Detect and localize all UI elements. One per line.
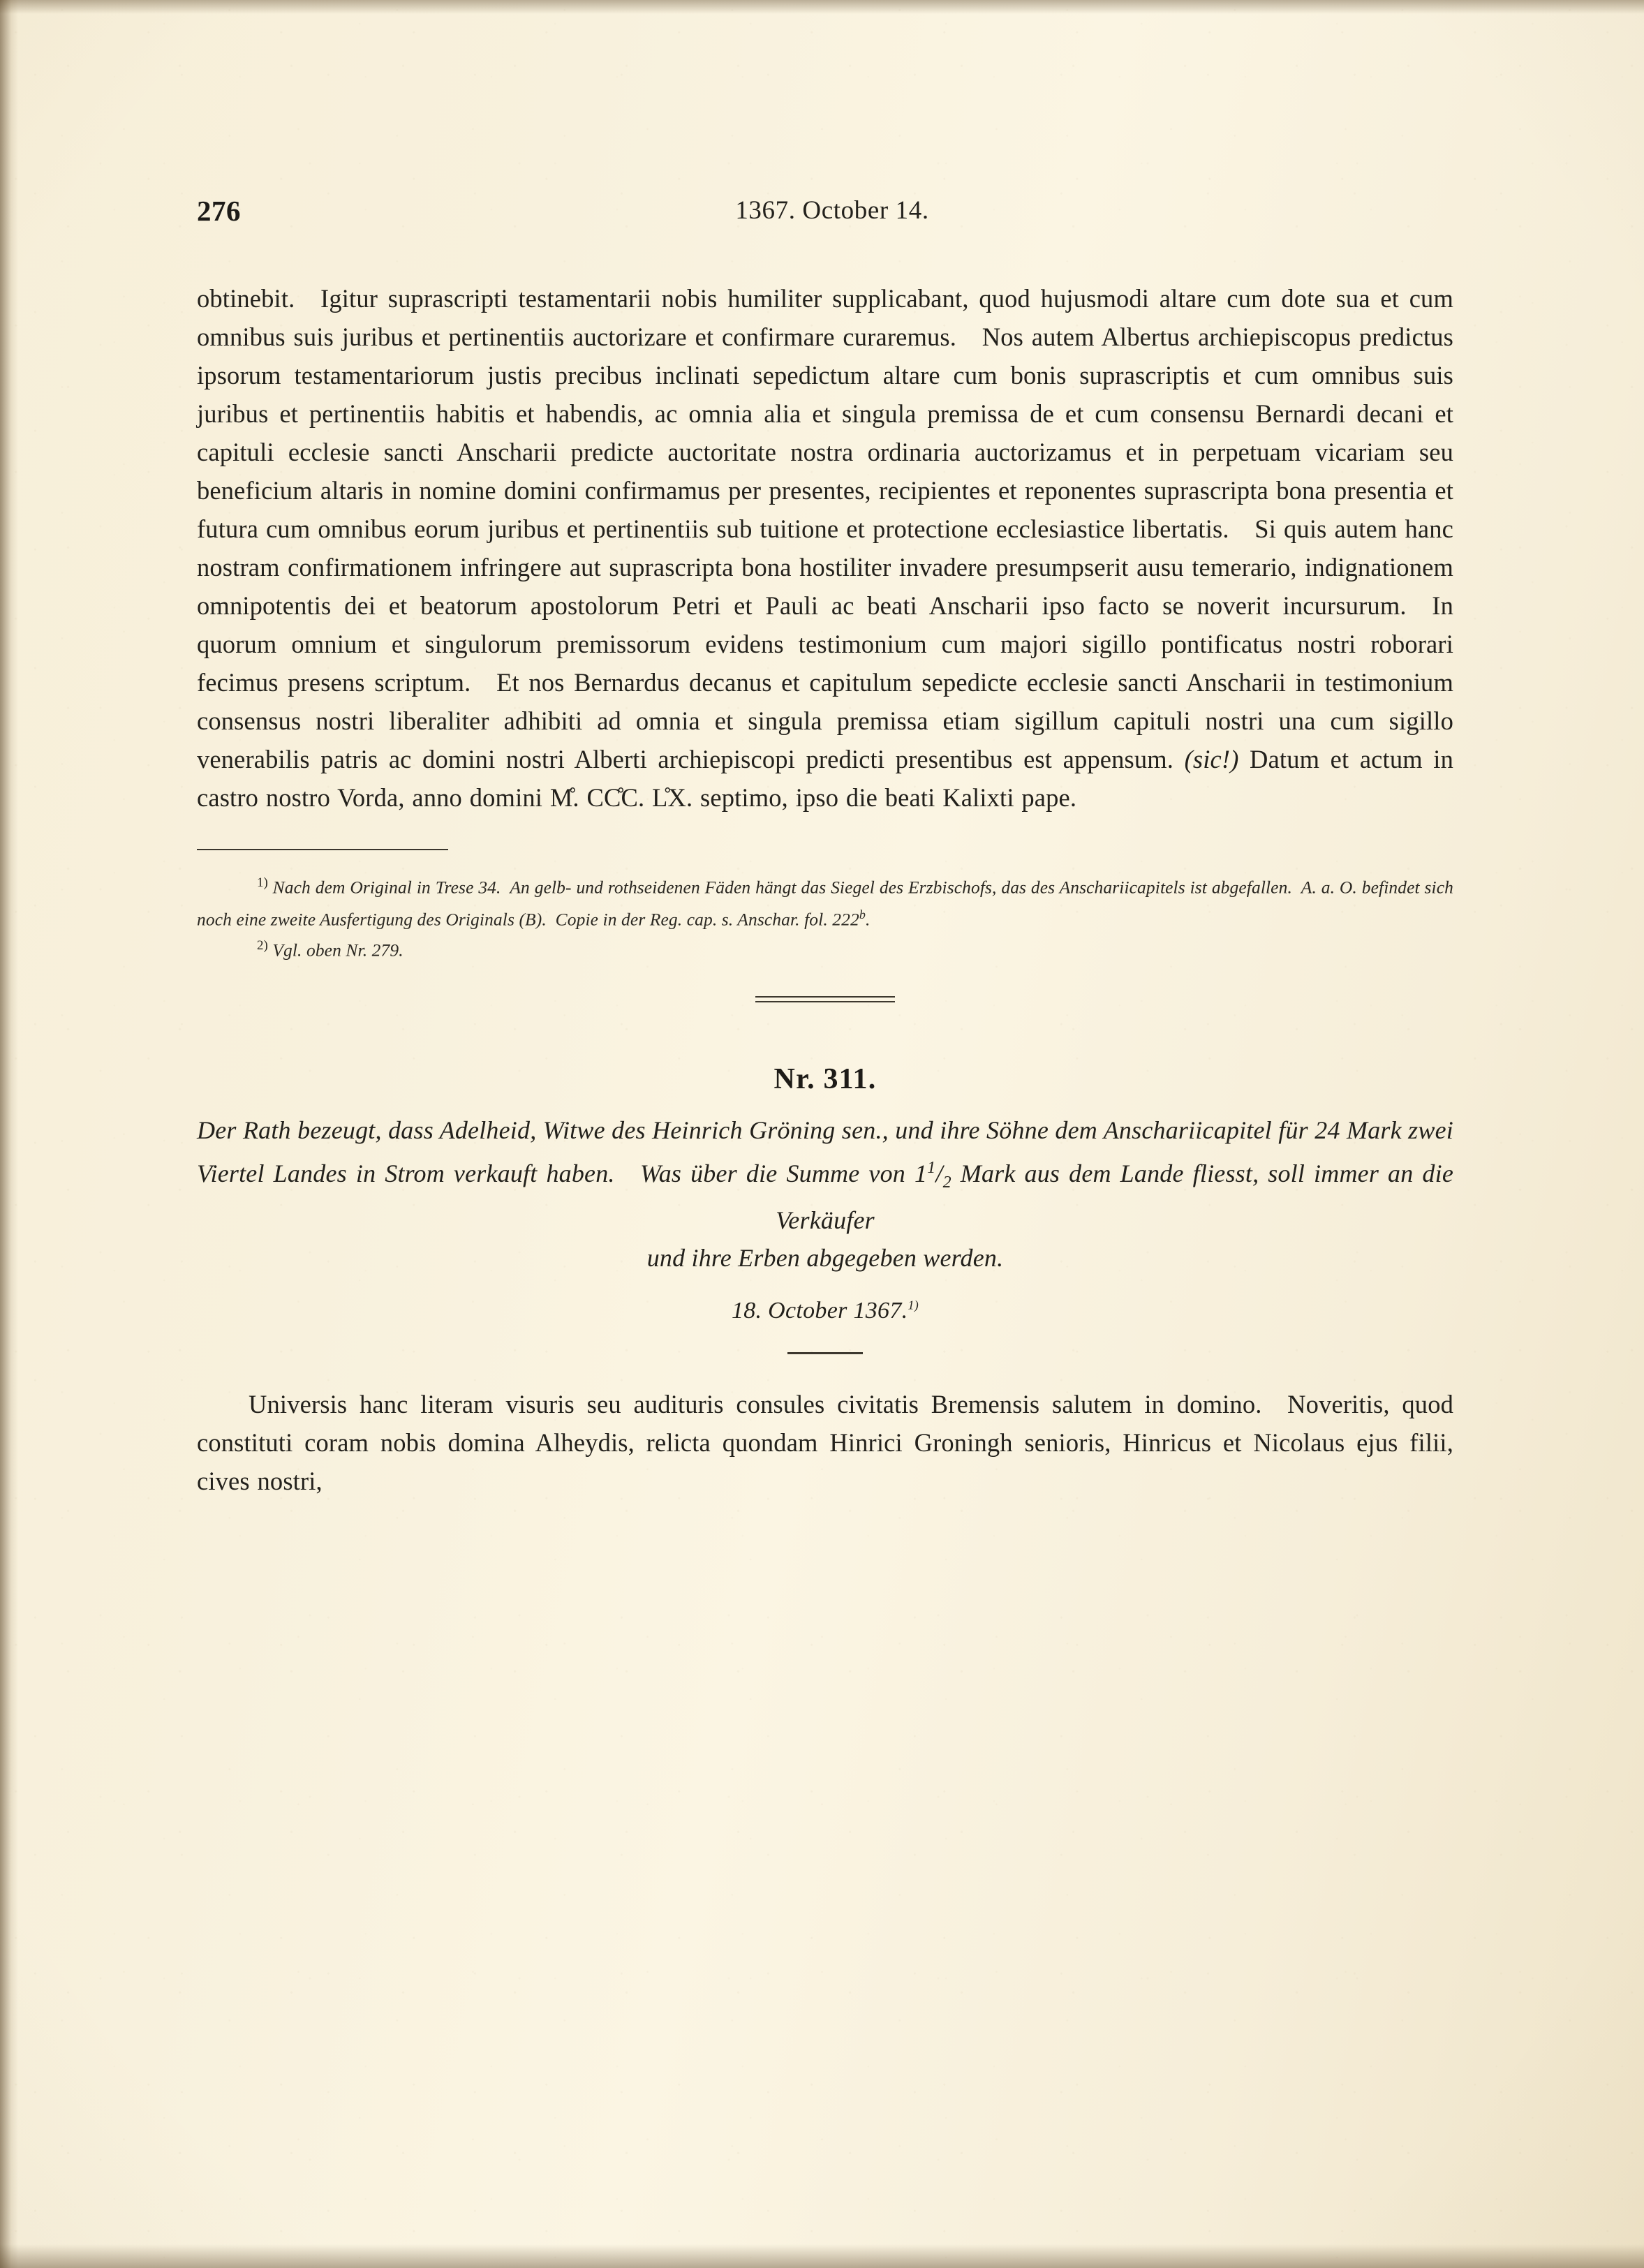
scan-edge-shadow-left xyxy=(0,0,18,2268)
footnote-1-marker: 1) xyxy=(257,875,268,890)
entry-divider xyxy=(755,996,895,1002)
sic-annotation: (sic!) xyxy=(1184,745,1239,773)
charter-body-text xyxy=(197,279,1453,817)
regest-part-2: Mark aus dem Lande fliesst, soll immer an die Verkäufer xyxy=(776,1159,1453,1234)
regest-last-line: und ihre Erben abgegeben werden. xyxy=(646,1243,1004,1272)
footnote-block xyxy=(197,870,1453,964)
footnote-1-text: Nach dem Original in Trese 34. An gelb- und rothseidenen Fäden hängt das Siegel des Erzbischofs, das des Anschariicapitels ist abgefallen. A. a. O. befindet sich noch eine zweite Ausfertigung des Originals (B). Copie in der Reg. cap. s. Anschar. fol. 222 xyxy=(197,877,1453,929)
text-column xyxy=(197,194,1453,1500)
footnote-2-marker: 2) xyxy=(257,938,268,953)
footnote-1 xyxy=(197,870,1453,933)
entry-body-text: Universis hanc literam visuris seu audituris consules civitatis Bremensis salutem in domino. Noveritis, quod constituti coram nobis domina Alheydis, relicta quondam Hinrici Groningh senioris, Hinricus et Nicolaus ejus filii, cives nostri, xyxy=(197,1389,1453,1495)
entry-number-heading: Nr. 311. xyxy=(773,1062,877,1095)
entry-date-line xyxy=(197,1298,1453,1324)
page-number: 276 xyxy=(197,195,241,227)
entry-regest xyxy=(197,1111,1453,1277)
footnote-2 xyxy=(197,933,1453,964)
charter-body-main: obtinebit. Igitur suprascripti testamentarii nobis humiliter supplicabant, quod hujusmodi altare cum dote sua et cum omnibus suis juribus et pertinentiis auctorizare et confirmare curaremus. Nos autem Albertus archiepiscopus predictus ipsorum testamentariorum justis precibus inclinati sepedictum altare cum bonis suprascriptis et cum omnibus suis juribus et pertinentiis habitis et habendis, ac omnia alia et singula premissa de et cum consensu Bernardi decani et capituli ecclesie sancti Anscharii predicte auctoritate nostra ordinaria auctorizamus et in perpetuam vicariam seu beneficium altaris in nomine domini confirmamus per presentes, recipientes et reponentes suprascripta bona presentia et futura cum omnibus eorum juribus et pertinentiis sub tuitione et protectione ecclesiastice libertatis. Si quis autem hanc nostram confirmationem infringere aut suprascripta bona hostiliter invadere presumpserit ausu temerario, indignationem omnipotentis dei et beatorum apostolorum Petri et Pauli ac beati Anscharii ipso facto se noverit incursurum. In quorum omnium et singulorum premissorum evidens testimonium cum majori sigillo pontificatus nostri roborari fecimus presens scriptum. Et nos Bernardus decanus et capitulum sepedicte ecclesie sancti Anscharii in testimonium consensus nostri liberaliter adhibiti ad omnia et singula premissa etiam sigillum capituli nostri una cum sigillo venerabilis patris ac domini nostri Alberti archiepiscopi predicti presentibus est appensum. xyxy=(197,284,1453,773)
footnote-1-text-tail: . xyxy=(865,909,871,929)
footnote-2-text: Vgl. oben Nr. 279. xyxy=(272,940,403,961)
charter-body-tail: Datum et actum in castro nostro Vorda, anno domini M̊. CC̊C. L̊X. septimo, ipso die beati Kalixti pape. xyxy=(197,745,1453,812)
fraction-numerator: 1 xyxy=(927,1158,936,1177)
running-title: 1367. October 14. xyxy=(735,196,929,225)
footnote-1-superscript: b xyxy=(859,907,866,921)
entry-date-footnote-marker: 1) xyxy=(908,1298,919,1312)
footnote-rule xyxy=(197,849,448,850)
entry-text-rule xyxy=(787,1352,863,1354)
regest-part-1: Der Rath bezeugt, dass Adelheid, Witwe des Heinrich Gröning sen., und ihre Söhne dem Anschariicapitel für 24 Mark zwei Viertel Landes in Strom verkauft haben. Was über die Summe von 1 xyxy=(197,1116,1453,1187)
running-head xyxy=(197,194,1453,237)
entry-date: 18. October 1367. xyxy=(731,1297,908,1324)
fraction-denominator: 2 xyxy=(942,1173,951,1192)
scan-edge-shadow-top xyxy=(0,0,1644,14)
scan-edge-shadow-bottom xyxy=(0,2244,1644,2268)
fraction-one-half: $^1/_2$ xyxy=(927,1158,951,1192)
